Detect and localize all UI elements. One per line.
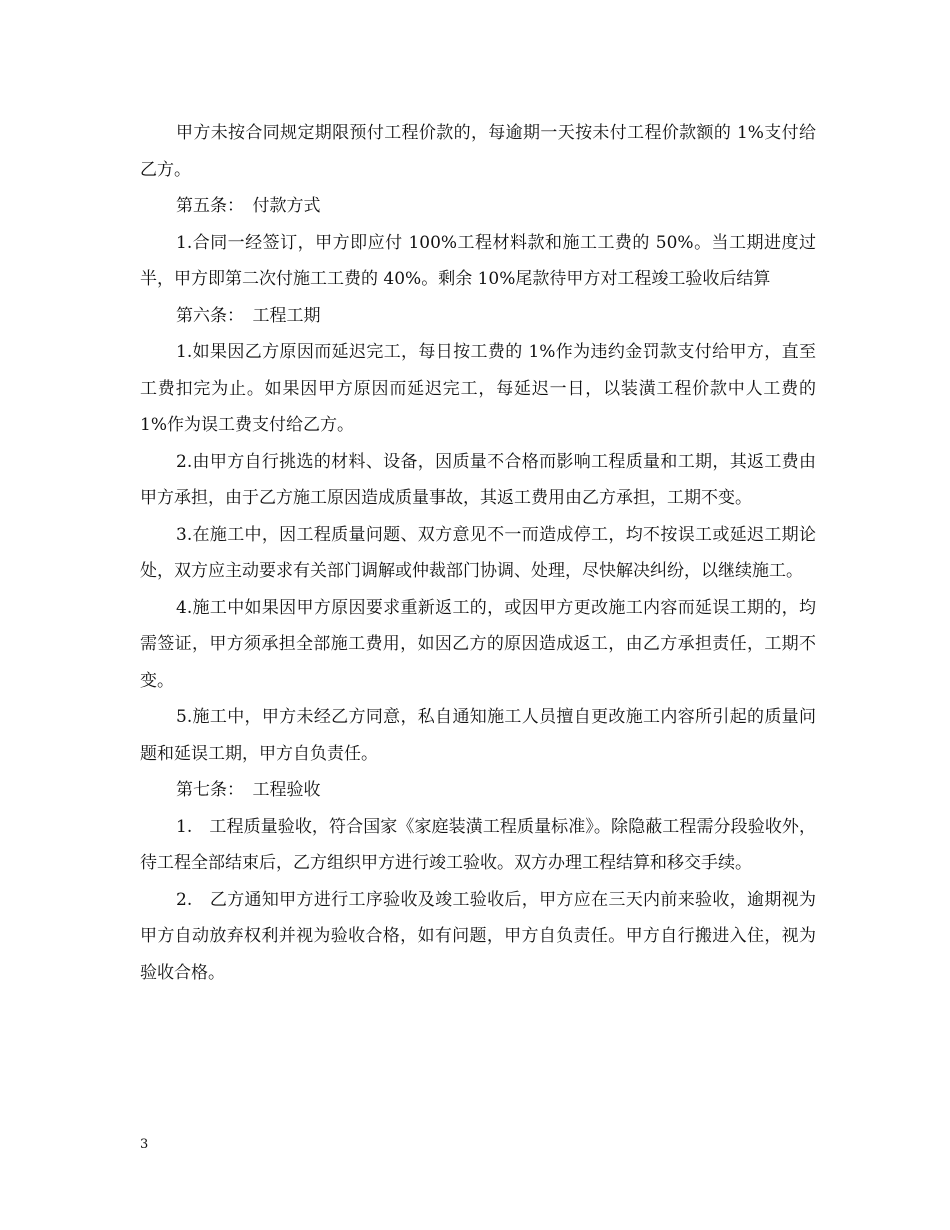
article-7-heading: 第七条： 工程验收	[176, 780, 321, 800]
article-7-clause-1: 1. 工程质量验收，符合国家《家庭装潢工程质量标准》。除隐蔽工程需分段验收外，待工程全部结束后，乙方组织甲方进行竣工验收。双方办理工程结算和移交手续。	[140, 816, 816, 873]
article-6-clause-4: 4.施工中如果因甲方原因要求重新返工的，或因甲方更改施工内容而延误工期的，均需签证，甲方须承担全部施工费用，如因乙方的原因造成返工，由乙方承担责任，工期不变。	[140, 597, 816, 691]
document-body	[140, 115, 816, 991]
article-5-heading: 第五条： 付款方式	[176, 196, 321, 216]
article-6-clause-2: 2.由甲方自行挑选的材料、设备，因质量不合格而影响工程质量和工期，其返工费由甲方承担，由于乙方施工原因造成质量事故，其返工费用由乙方承担，工期不变。	[140, 451, 816, 508]
page-number: 3	[140, 1137, 149, 1152]
article-5-clause-1: 1.合同一经签订，甲方即应付 100%工程材料款和施工工费的 50%。当工期进度过半，甲方即第二次付施工工费的 40%。剩余 10%尾款待甲方对工程竣工验收后结算	[140, 232, 816, 289]
paragraph-late-payment: 甲方未按合同规定期限预付工程价款的，每逾期一天按未付工程价款额的 1%支付给乙方。	[140, 123, 816, 180]
article-7-clause-2: 2. 乙方通知甲方进行工序验收及竣工验收后，甲方应在三天内前来验收，逾期视为甲方自动放弃权利并视为验收合格，如有问题，甲方自负责任。甲方自行搬进入住，视为验收合格。	[140, 889, 816, 983]
article-6-clause-5: 5.施工中，甲方未经乙方同意，私自通知施工人员擅自更改施工内容所引起的质量问题和延误工期，甲方自负责任。	[140, 707, 816, 764]
article-6-clause-3: 3.在施工中，因工程质量问题、双方意见不一而造成停工，均不按误工或延迟工期论处，双方应主动要求有关部门调解或仲裁部门协调、处理，尽快解决纠纷，以继续施工。	[140, 524, 816, 581]
article-6-heading: 第六条： 工程工期	[176, 305, 321, 326]
article-6-clause-1: 1.如果因乙方原因而延迟完工，每日按工费的 1%作为违约金罚款支付给甲方，直至工费扣完为止。如果因甲方原因而延迟完工，每延迟一日，以装潢工程价款中人工费的 1%作为误工费支付给乙方。	[140, 342, 816, 435]
